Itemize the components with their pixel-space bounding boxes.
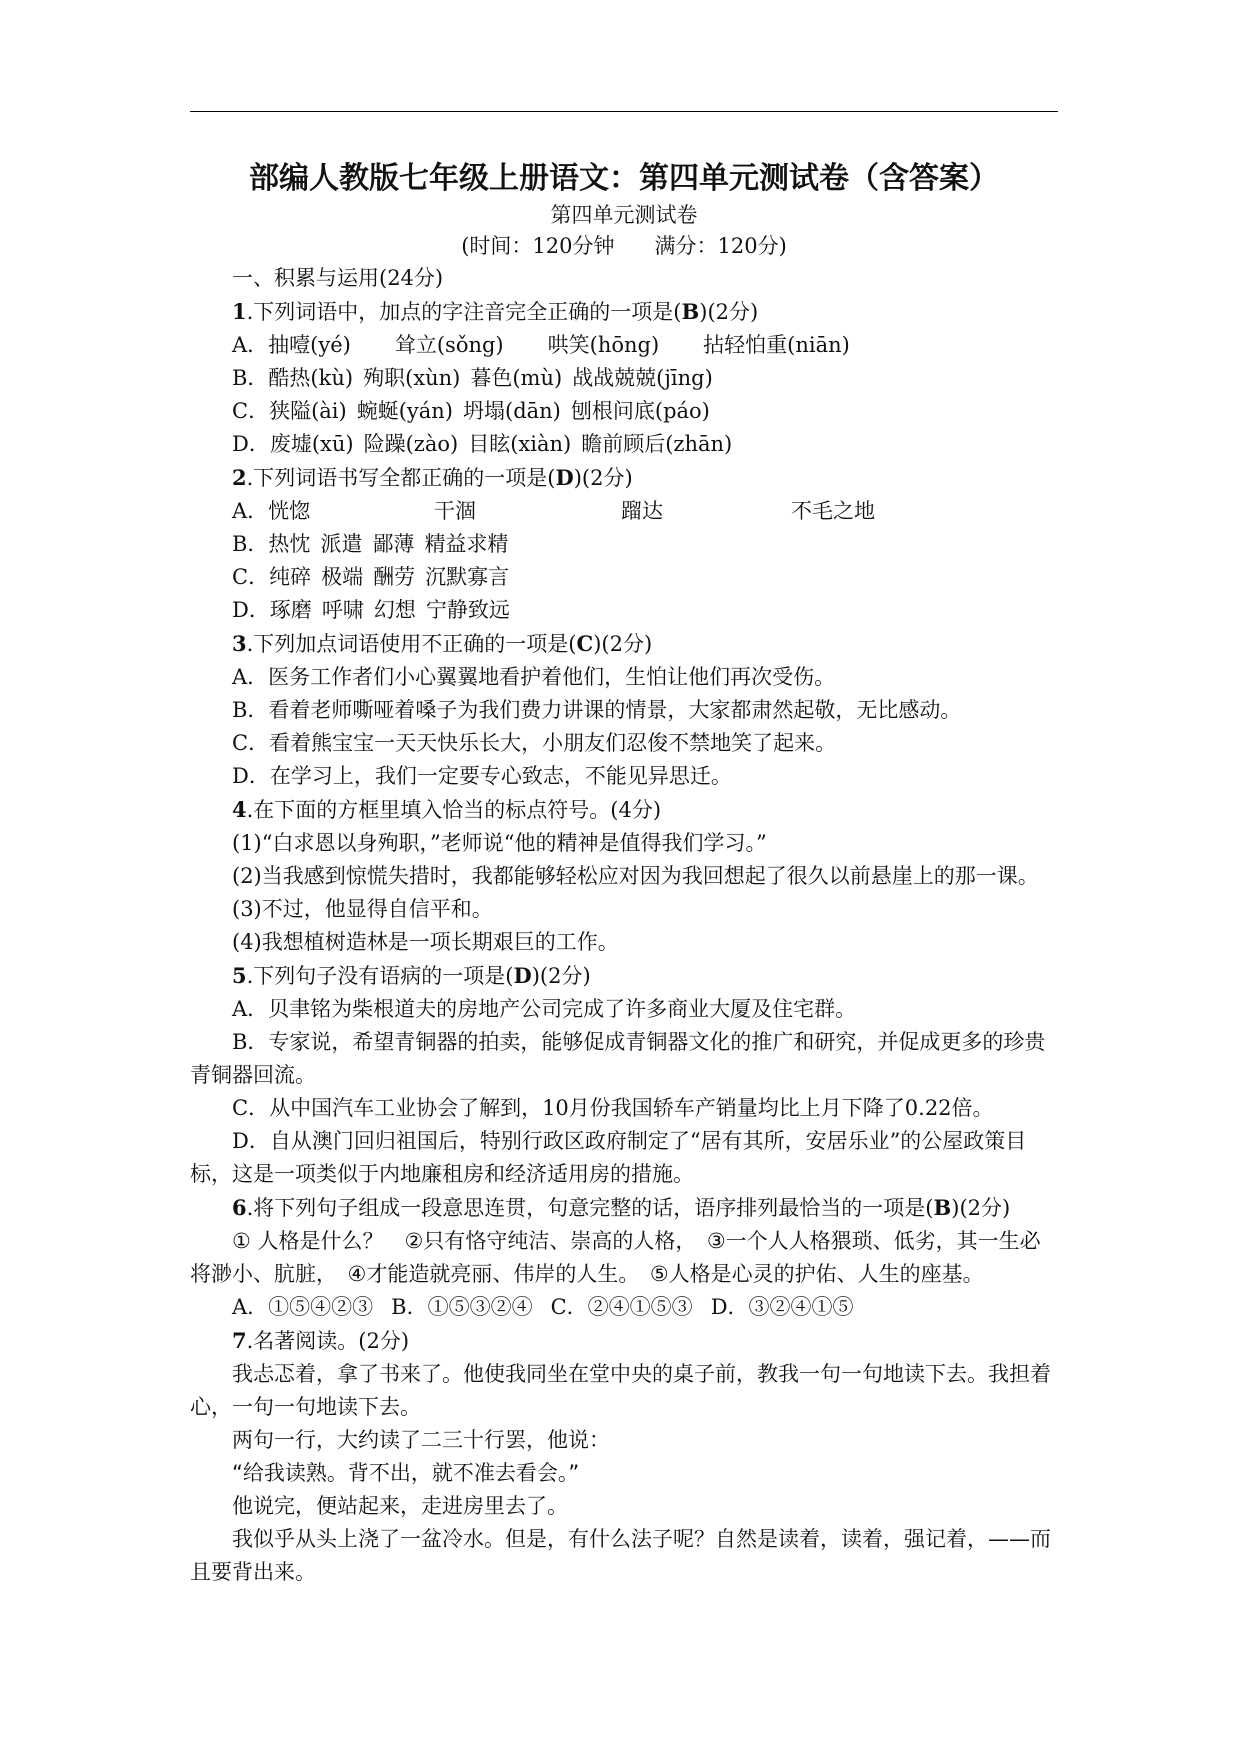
q7-passage-4: 他说完，便站起来，走进房里去了。: [232, 1494, 568, 1518]
question-4: 4.在下面的方框里填入恰当的标点符号。(4分): [232, 797, 662, 822]
q7-passage-3: “给我读熟。背不出，就不准去看会。”: [232, 1461, 580, 1485]
time-limit: (时间：120分钟: [461, 234, 615, 258]
question-2: 2.下列词语书写全都正确的一项是(D)(2分): [232, 465, 633, 490]
full-score: 满分：120分): [654, 234, 787, 258]
q5-option-c: C．从中国汽车工业协会了解到，10月份我国轿车产销量均比上月下降了0.22倍。: [232, 1096, 994, 1120]
page-title: 部编人教版七年级上册语文：第四单元测试卷（含答案）: [249, 161, 999, 196]
q5-option-a: A．贝聿铭为柴根道夫的房地产公司完成了许多商业大厦及住宅群。: [232, 997, 857, 1021]
q4-item-1: (1)“白求恩以身殉职，”老师说“他的精神是值得我们学习。”: [232, 831, 767, 855]
q7-passage-5: 我似乎从头上浇了一盆冷水。但是，有什么法子呢？自然是读着，读着，强记着，——而且要背出来。: [190, 1527, 1051, 1584]
q2-option-d: D．琢磨 呼啸 幻想 宁静致远: [232, 598, 510, 622]
time-info: [190, 231, 1058, 262]
q5-option-b: B．专家说，希望青铜器的拍卖，能够促成青铜器文化的推广和研究，并促成更多的珍贵青铜器回流。: [190, 1030, 1046, 1087]
answer: B: [681, 299, 700, 324]
q1-option-c: C．狭隘(ài) 蜿蜒(yán) 坍塌(dān) 刨根问底(páo): [232, 399, 710, 423]
q4-item-4: (4)我想植树造林是一项长期艰巨的工作。: [232, 930, 619, 954]
q4-item-3: (3)不过，他显得自信平和。: [232, 897, 493, 921]
q3-option-b: B．看着老师嘶哑着嗓子为我们费力讲课的情景，大家都肃然起敬，无比感动。: [232, 698, 962, 722]
header-rule: [190, 111, 1058, 112]
question-1: 1.下列词语中，加点的字注音完全正确的一项是(B)(2分): [232, 299, 759, 324]
q2-option-c: C．纯碎 极端 酬劳 沉默寡言: [232, 565, 510, 589]
q1-option-a: A．抽噎(yé) 耸立(sǒng) 哄笑(hōng) 拈轻怕重(niān): [232, 333, 850, 357]
q4-item-2: (2)当我感到惊慌失措时，我都能够轻松应对因为我回想起了很久以前悬崖上的那一课。: [232, 864, 1039, 888]
q1-option-b: B．酷热(kù) 殉职(xùn) 暮色(mù) 战战兢兢(jīng): [232, 366, 713, 390]
q6-options: A．①⑤④②③ B．①⑤③②④ C．②④①⑤③ D．③②④①⑤: [232, 1295, 854, 1319]
page-subtitle: 第四单元测试卷: [550, 203, 698, 227]
q3-option-c: C．看着熊宝宝一天天快乐长大，小朋友们忍俊不禁地笑了起来。: [232, 731, 837, 755]
q3-option-a: A．医务工作者们小心翼翼地看护着他们，生怕让他们再次受伤。: [232, 665, 836, 689]
q3-option-d: D．在学习上，我们一定要专心致志，不能见异思迁。: [232, 764, 732, 788]
question-7: 7.名著阅读。(2分): [232, 1328, 410, 1353]
answer: D: [555, 465, 574, 490]
section-heading: 一、积累与运用(24分): [232, 266, 444, 290]
document-body: [190, 158, 1058, 1589]
question-3: 3.下列加点词语使用不正确的一项是(C)(2分): [232, 631, 653, 656]
q5-option-d: D．自从澳门回归祖国后，特别行政区政府制定了“居有其所，安居乐业”的公屋政策目标，这是一项类似于内地廉租房和经济适用房的措施。: [190, 1129, 1027, 1186]
question-5: 5.下列句子没有语病的一项是(D)(2分): [232, 963, 591, 988]
answer: D: [513, 963, 532, 988]
answer: B: [933, 1195, 952, 1220]
q2-option-a: A．恍惚 干涸 蹓达 不毛之地: [232, 499, 875, 523]
answer: C: [576, 631, 594, 656]
q7-passage-2: 两句一行，大约读了二三十行罢，他说：: [232, 1428, 610, 1452]
q2-option-b: B．热忱 派遣 鄙薄 精益求精: [232, 532, 509, 556]
question-6: 6.将下列句子组成一段意思连贯，句意完整的话，语序排列最恰当的一项是(B)(2分): [232, 1195, 1011, 1220]
q1-option-d: D．废墟(xū) 险躁(zào) 目眩(xiàn) 瞻前顾后(zhān): [232, 432, 733, 456]
q7-passage-1: 我忐忑着，拿了书来了。他使我同坐在堂中央的桌子前，教我一句一句地读下去。我担着心，一句一句地读下去。: [190, 1362, 1051, 1419]
q6-sentences: ① 人格是什么？ ②只有恪守纯洁、崇高的人格， ③一个人人格猥琐、低劣，其一生必将渺小、肮脏， ④才能造就亮丽、伟岸的人生。 ⑤人格是心灵的护佑、人生的座基。: [190, 1229, 1041, 1286]
